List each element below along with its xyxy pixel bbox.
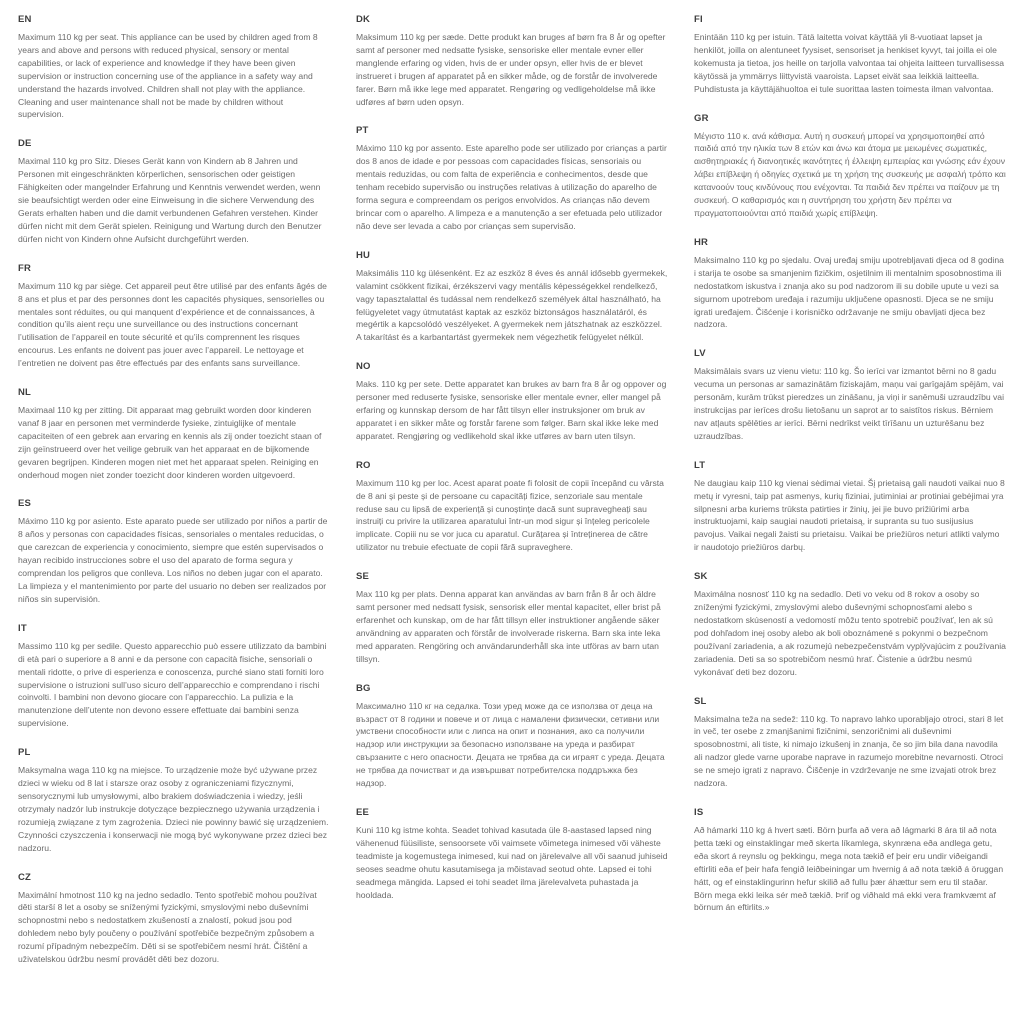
language-section-fi (694, 14, 1006, 96)
column-1 (18, 14, 330, 1014)
language-section-bg (356, 683, 668, 790)
language-section-dk (356, 14, 668, 108)
language-code-heading: HR (694, 236, 709, 248)
language-section-de (18, 138, 330, 245)
language-code-heading: SK (694, 571, 708, 583)
language-code-heading: SE (356, 571, 370, 583)
language-code-heading: CZ (18, 871, 32, 883)
safety-instructions-text: Maximální hmotnost 110 kg na jedno sedadlo. Tento spotřebič mohou používat děti starší 8 let a osoby se sníženými fyzickými, smyslovými nebo duševními schopnostmi nebo s nedostatkem zkušeností a znalostí, pokud jsou pod dohledem nebo byly poučeny o používání spotřebiče bezpečným způsobem a rozumí případným nebezpečím. Děti si se spotřebičem nesmí hrát. Čištění a uživatelskou údržbu nesmí provádět děti bez dozoru. (18, 889, 317, 965)
safety-instructions-text: Massimo 110 kg per sedile. Questo apparecchio può essere utilizzato da bambini di età pari o superiore a 8 anni e da persone con capacità fisiche, sensoriali o mentali ridotte, o prive di esperienza e conoscenza, purché siano stati forniti loro supervisione o istruzioni sull’uso sicuro dell’apparecchio e comprendano i rischi coinvolti. I bambini non devono giocare con l’apparecchio. La pulizia e la manutenzione dell’utente non devono essere effettuate dai bambini senza supervisione. (18, 640, 327, 729)
safety-instructions-text: Μέγιστο 110 κ. ανά κάθισμα. Αυτή η συσκευή μπορεί να χρησιμοποιηθεί από παιδιά από την ηλικία των 8 ετών και άνω και άτομα με μειωμένες σωματικές, αισθητηριακές ή διανοητικές ικανότητες ή έλλειψη εμπειρίας και γνώσης εάν έχουν λάβει επίβλεψη ή οδηγίες σχετικά με τη χρήση της συσκευής με ασφαλή τρόπο και κατανοούν τους κινδύνους που ενέχονται. Τα παιδιά δεν πρέπει να παίζουν με τη συσκευή. Ο καθαρισμός και η συντήρηση του χρήστη δεν πρέπει να πραγματοποιούνται από παιδιά χωρίς επίβλεψη. (694, 130, 1006, 218)
language-section-es (18, 498, 330, 605)
language-section-hr (694, 237, 1006, 331)
language-section-cz (18, 872, 330, 966)
language-section-se (356, 571, 668, 665)
safety-instructions-text: Максимално 110 кг на седалка. Този уред може да се използва от деца на възраст от 8 години и повече и от лица с намалени физически, сетивни или умствени способности или с липса на опит и познания, ако са получили надзор или инструкции за безопасно използване на уреда и разбират свързаните с него опасности. Децата не трябва да си играят с уреда. Децата не трябва да почистват и да извършват потребителска поддръжка без надзор. (356, 700, 665, 789)
language-code-heading: FI (694, 14, 703, 25)
language-section-it (18, 623, 330, 730)
language-section-sl (694, 696, 1006, 790)
safety-instructions-text: Ne daugiau kaip 110 kg vienai sėdimai vietai. Šį prietaisą gali naudoti vaikai nuo 8 metų ir vyresni, taip pat asmenys, kurių fiziniai, jutiminiai ar protiniai gebėjimai yra silpnesni arba kuriems trūksta patirties ir žinių, jei jie buvo prižiūrimi arba instruktuojami, kaip saugiai naudoti prietaisą, ir supranta su tuo susijusius pavojus. Vaikai negali žaisti su prietaisu. Vaikai be priežiūros neturi atlikti valymo ir naudotojo priežiūros darbų. (694, 477, 1005, 553)
safety-instructions-text: Maksimalno 110 kg po sjedalu. Ovaj uređaj smiju upotrebljavati djeca od 8 godina i starija te osobe sa smanjenim fizičkim, osjetilnim ili mentalnim sposobnostima ili nedostatkom iskustva i znanja ako su pod nadzorom ili su dobile upute u vezi sa sigurnom upotrebom uređaja i razumiju uključene opasnosti. Djeca se ne smiju igrati uređajem. Čišćenje i korisničko održavanje ne smiju obavljati djeca bez nadzora. (694, 254, 1004, 330)
language-section-lt (694, 460, 1006, 554)
language-code-heading: FR (18, 262, 32, 274)
language-code-heading: SL (694, 695, 707, 707)
language-code-heading: IT (18, 622, 27, 634)
language-code-heading: RO (356, 459, 371, 471)
language-section-en (18, 14, 330, 121)
language-code-heading: LT (694, 459, 706, 471)
language-code-heading: DE (18, 138, 32, 150)
language-code-heading: HU (356, 249, 371, 261)
language-section-hu (356, 250, 668, 344)
language-code-heading: PT (356, 125, 369, 137)
language-code-heading: LV (694, 348, 706, 360)
safety-instructions-text: Maximal 110 kg pro Sitz. Dieses Gerät kann von Kindern ab 8 Jahren und Personen mit eingeschränkten körperlichen, sensorischen oder geistigen Fähigkeiten oder mangelnder Erfahrung und Kenntnis verwendet werden, wenn sie beaufsichtigt werden oder eine Einweisung in die sichere Verwendung des Gerats erhalten haben und die damit verbundenen Gefahren verstehen. Kinder dürfen nicht mit dem Gerät spielen. Reinigung und Wartung durch den Benutzer dürfen nicht von Kindern ohne Aufsicht durchgeführt werden. (18, 156, 322, 244)
language-code-heading: NO (356, 361, 371, 373)
language-section-pl (18, 747, 330, 854)
safety-instructions-text: Maximum 110 kg per loc. Acest aparat poate fi folosit de copii începând cu vârsta de 8 ani și peste și de persoane cu capacități fizice, senzoriale sau mentale reduse sau cu lipsă de experiență și cunoștințe dacă sunt supravegheați sau instruiți cu privire la utilizarea aparatului într-un mod sigur și înțeleg pericolele implicate. Copiii nu se vor juca cu aparatul. Curățarea și întreținerea de către utilizator nu trebuie efectuate de copii fără supraveghere. (356, 477, 664, 553)
language-code-heading: DK (356, 14, 371, 25)
language-section-sk (694, 571, 1006, 678)
language-section-is (694, 807, 1006, 914)
language-code-heading: ES (18, 498, 32, 510)
safety-instructions-text: Maximum 110 kg per seat. This appliance can be used by children aged from 8 years and above and persons with reduced physical, sensory or mental capabilities, or lack of experience and knowledge if they have been given supervision or instruction concerning use of the appliance in a safety way and understand the hazards involved. Children shall not play with the appliance. Cleaning and user maintenance shall not be made by children without supervision. (18, 32, 318, 120)
language-code-heading: PL (18, 747, 31, 759)
language-code-heading: EN (18, 14, 32, 25)
safety-instructions-text: Maksimālais svars uz vienu vietu: 110 kg. Šo ierīci var izmantot bērni no 8 gadu vecuma un personas ar samazinātām fiziskajām, maņu vai garīgajām spējām, vai personām, kurām trūkst pieredzes un zināšanu, ja viņi ir sanēmuši uzraudzību vai instrukcijas par ierīces drošu lietošanu un saprot ar to saistītos riskus. Bērniem nav atļauts spēlēties ar ierīci. Bērni nedrīkst veikt tīrīšanu un uzturēšanu bez uzraudzības. (694, 366, 1005, 441)
language-code-heading: NL (18, 387, 32, 399)
safety-instructions-text: Að hámarki 110 kg á hvert sæti. Börn þurfa að vera að lágmarki 8 ára til að nota þetta tæki og einstaklingar með skerta líkamlega, skynræna eða andlega getu, eða skort á reynslu og þekkingu, mega nota tækið ef þeir eru undir viðeigandi eftirliti eða ef þeir hafa fengið leiðbeiningar um hvernig á að nota tækið á öruggan hátt, og ef einstaklingurinn hefur skilið að fullu þær áhættur sem eru til staðar. Börn mega ekki leika sér með tækið. Þrif og viðhald má ekki vera framkvæmt af börnum án eftirlits.» (694, 824, 1004, 913)
safety-instructions-text: Maks. 110 kg per sete. Dette apparatet kan brukes av barn fra 8 år og oppover og personer med reduserte fysiske, sensoriske eller mentale evner, eller mangel på erfaring og kunnskap dersom de har fått tilsyn eller instruksjoner om bruk av apparatet i en sikker måte og forstår farene som følger. Barn skal ikke leke med apparatet. Rengjøring og vedlikehold skal ikke utføres av barn uten tilsyn. (356, 379, 667, 441)
safety-instructions-text: Maximum 110 kg par siège. Cet appareil peut être utilisé par des enfants âgés de 8 ans et plus et par des personnes dont les capacités physiques, sensorielles ou mentales sont réduites, ou qui manquent d’expérience et de connaissances, à condition qu’ils aient reçu une surveillance ou des instructions concernant l’utilisation de l’appareil en toute sécurité et qu’ils comprennent les risques encourus. Les enfants ne doivent pas jouer avec l’appareil. Le nettoyage et l’entretien ne doivent pas être effectués par des enfants sans surveillance. (18, 280, 327, 369)
language-section-gr (694, 113, 1006, 220)
language-section-ee (356, 807, 668, 901)
safety-instructions-text: Máximo 110 kg por asiento. Este aparato puede ser utilizado por niños a partir de 8 años y personas con capacidades físicas, sensoriales o mentales reducidas, o que carezcan de experiencia y conocimiento, siempre que estén supervisados o hayan recibido instrucciones sobre el uso del aparato de forma segura y comprendan los peligros que conlleva. Los niños no deben jugar con el aparato. La limpieza y el mantenimiento por parte del usuario no deben ser realizados por niños sin supervisión. (18, 516, 328, 604)
language-section-nl (18, 387, 330, 481)
safety-instructions-text: Maksimum 110 kg per sæde. Dette produkt kan bruges af børn fra 8 år og opefter samt af personer med nedsatte fysiske, sensoriske eller mentale evner eller manglende erfaring og viden, hvis de er under opsyn, eller hvis de er blevet instrueret i brugen af apparatet på en sikker måde, og de forstår de involverede farer. Børn må ikke lege med apparatet. Rengøring og vedligeholdelse må ikke udføres af børn uden opsyn. (356, 32, 666, 107)
safety-instructions-text: Maksimális 110 kg ülésenként. Ez az eszköz 8 éves és annál idősebb gyermekek, valamint csökkent fizikai, érzékszervi vagy mentális képességekkel rendelkező, vagy tapasztalattal és tudással nem rendelkező személyek által használható, ha felügyeletet vagy útmutatást kaptak az eszköz biztonságos használatáról, és megértik a kapcsolódó veszélyeket. A gyermekek nem játszhatnak az eszközzel. A takarítást és a karbantartást gyermekek nem végezhetik felügyelet nélkül. (356, 267, 668, 343)
safety-instructions-text: Maximaal 110 kg per zitting. Dit apparaat mag gebruikt worden door kinderen vanaf 8 jaar en personen met verminderde fysieke, zintuiglijke of mentale capaciteiten of een gebrek aan ervaring en kennis als zij onder toezicht staan of zijn geïnstrueerd over het veilige gebruik van het apparaat en de bijkomende gevaren begrijpen. Kinderen mogen niet met het apparaat spelen. Reiniging en onderhoud mogen niet zonder toezicht door kinderen worden uitgevoerd. (18, 405, 322, 480)
safety-instructions-text: Maksymalna waga 110 kg na miejsce. To urządzenie może być używane przez dzieci w wieku od 8 lat i starsze oraz osoby z ograniczeniami fizycznymi, sensorycznymi lub umysłowymi, albo brakiem doświadczenia i wiedzy, jeśli otrzymały nadzór lub instrukcje dotyczące bezpiecznego używania urządzenia i rozumieją związane z tym zagrożenia. Dzieci nie powinny bawić się urządzeniem. Czynności czyszczenia i konserwacji nie mogą być wykonywane przez dzieci bez nadzoru. (18, 765, 329, 853)
language-code-heading: IS (694, 806, 704, 818)
safety-instructions-text: Kuni 110 kg istme kohta. Seadet tohivad kasutada üle 8-aastased lapsed ning vähenenud füüsiliste, sensoorsete või vaimsete võimetega inimesed või väheste teadmiste ja kogemustega inimesed, kui nad on järelevalve all või saanud juhiseid seoses seadme ohutu kasutamisega ja mõistavad seotud ohte. Lapsed ei tohi seadmega mängida. Lapsed ei tohi seadet ilma järelevalveta puhastada ja hooldada. (356, 824, 668, 900)
column-2 (356, 14, 668, 1014)
language-section-pt (356, 125, 668, 232)
safety-instructions-text: Enintään 110 kg per istuin. Tätä laitetta voivat käyttää yli 8-vuotiaat lapset ja henkilöt, joilla on alentuneet fyysiset, sensoriset ja henkiset kyvyt, tai joilla ei ole kokemusta ja tietoa, jos heille on tarjolla valvontaa tai ohjeita laitteen turvallisessa käytössä ja ymmärrys liittyvistä vaaroista. Lapset eivät saa leikkiä laitteella. Puhdistusta ja käyttäjähuoltoa ei tule suorittaa lasten toimesta ilman valvontaa. (694, 32, 1005, 94)
safety-instructions-text: Maksimalna teža na sedež: 110 kg. To napravo lahko uporabljajo otroci, stari 8 let in več, ter osebe z zmanjšanimi fizičnimi, senzoričnimi ali duševnimi sposobnostmi, ali tiste, ki nimajo izkušenj in znanja, če so jim bila dana navodila ali nadzor glede varne uporabe naprave in razumejo morebitne nevarnosti. Otroci se ne smejo igrati z napravo. Čiščenje in vzdrževanje ne sme izvajati otrok brez nadzora. (694, 713, 1004, 789)
language-section-lv (694, 348, 1006, 442)
column-3 (694, 14, 1006, 1014)
language-section-no (356, 361, 668, 443)
language-code-heading: BG (356, 682, 371, 694)
language-section-ro (356, 460, 668, 554)
language-code-heading: GR (694, 112, 709, 124)
language-section-fr (18, 263, 330, 370)
safety-instructions-text: Maximálna nosnosť 110 kg na sedadlo. Deti vo veku od 8 rokov a osoby so zníženými fyzickými, zmyslovými alebo duševnými schopnosťami alebo s nedostatkom skúseností a vedomostí môžu tento spotrebič používať, len ak sú pod dohľadom inej osoby alebo ak boli oboznámené s pokynmi o bezpečnom používaní zariadenia, a ak rozumejú nebezpečenstvám vyplývajúcim z používania zariadenia. Deti sa so spotrebičom nesmú hrať. Čistenie a údržbu nesmú vykonávať deti bez dozoru. (694, 589, 1006, 677)
safety-instructions-text: Máximo 110 kg por assento. Este aparelho pode ser utilizado por crianças a partir dos 8 anos de idade e por pessoas com capacidades físicas, sensoriais ou mentais reduzidas, ou com falta de experiência e conhecimentos, desde que tenham recebido supervisão ou instruções relativas à utilização do aparelho de forma segura e compreendam os perigos envolvidos. As crianças não devem brincar com o aparelho. A limpeza e a manutenção a ser efetuada pelo utilizador não deve ser levada a cabo por crianças sem supervisão. (356, 143, 667, 231)
safety-instructions-text: Max 110 kg per plats. Denna apparat kan användas av barn från 8 år och äldre samt personer med nedsatt fysisk, sensorisk eller mental kapacitet, eller brist på erfarenhet och kunskap, om de har fått tillsyn eller instruktioner angående säker användning av apparaten och förstår de involverade riskerna. Barn ska inte leka med apparaten. Rengöring och användarunderhåll ska inte utföras av barn utan tillsyn. (356, 589, 661, 664)
language-code-heading: EE (356, 806, 370, 818)
